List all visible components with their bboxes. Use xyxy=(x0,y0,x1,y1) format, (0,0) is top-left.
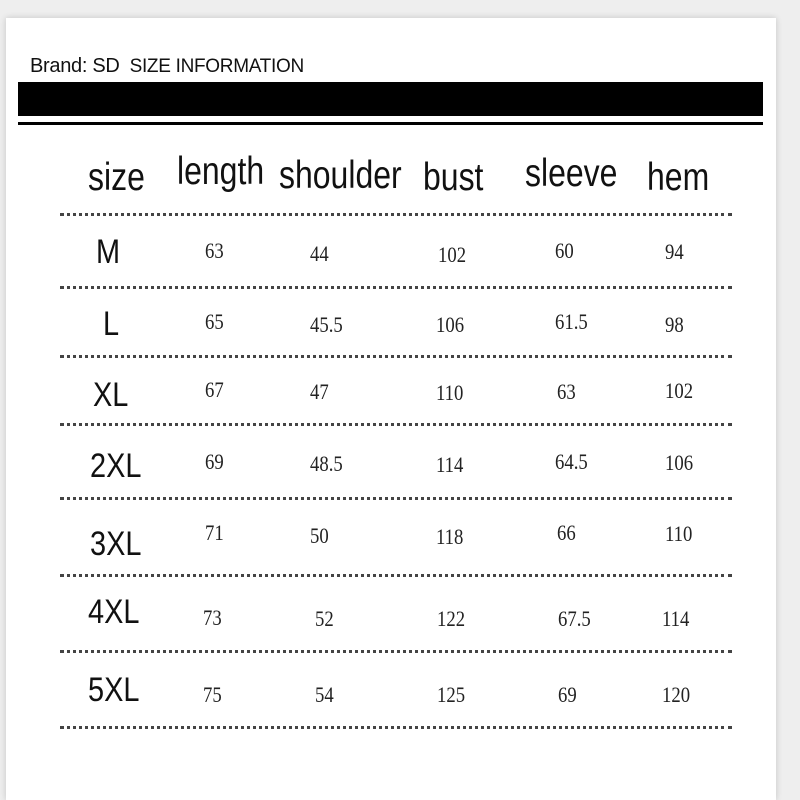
column-header-sleeve: sleeve xyxy=(525,152,618,195)
size-label: 3XL xyxy=(90,525,142,563)
row-separator xyxy=(60,574,732,577)
length-value: 69 xyxy=(205,449,224,474)
row-separator xyxy=(60,423,732,426)
hem-value: 120 xyxy=(662,682,691,707)
length-value: 75 xyxy=(203,682,222,707)
row-separator xyxy=(60,650,732,653)
size-label: XL xyxy=(93,376,129,414)
sleeve-value: 60 xyxy=(555,238,574,263)
column-header-bust: bust xyxy=(423,156,484,199)
row-separator xyxy=(60,726,732,729)
length-value: 67 xyxy=(205,377,224,402)
row-separator xyxy=(60,213,732,216)
bust-value: 106 xyxy=(436,312,465,337)
size-label: 4XL xyxy=(88,593,140,631)
shoulder-value: 52 xyxy=(315,606,334,631)
shoulder-value: 48.5 xyxy=(310,451,343,476)
column-header-hem: hem xyxy=(647,156,710,199)
bust-value: 102 xyxy=(438,242,467,267)
row-separator xyxy=(60,355,732,358)
hem-value: 94 xyxy=(665,239,684,264)
sleeve-value: 64.5 xyxy=(555,449,588,474)
hem-value: 102 xyxy=(665,378,694,403)
shoulder-value: 50 xyxy=(310,523,329,548)
size-label: 2XL xyxy=(90,447,142,485)
shoulder-value: 44 xyxy=(310,241,329,266)
sleeve-value: 66 xyxy=(557,520,576,545)
row-separator xyxy=(60,286,732,289)
bust-value: 110 xyxy=(436,380,464,405)
shoulder-value: 45.5 xyxy=(310,312,343,337)
size-label: 5XL xyxy=(88,671,140,709)
header-divider-line xyxy=(18,122,763,125)
bust-value: 118 xyxy=(436,524,464,549)
bust-value: 114 xyxy=(436,452,464,477)
row-separator xyxy=(60,497,732,500)
column-header-shoulder: shoulder xyxy=(279,154,402,197)
length-value: 71 xyxy=(205,520,224,545)
shoulder-value: 47 xyxy=(310,379,329,404)
sleeve-value: 67.5 xyxy=(558,606,591,631)
column-header-size: size xyxy=(88,156,145,199)
hem-value: 114 xyxy=(662,606,690,631)
bust-value: 125 xyxy=(437,682,466,707)
shoulder-value: 54 xyxy=(315,682,334,707)
sleeve-value: 61.5 xyxy=(555,309,588,334)
brand-line xyxy=(30,55,304,78)
length-value: 65 xyxy=(205,309,224,334)
hem-value: 106 xyxy=(665,450,694,475)
size-label: M xyxy=(96,233,121,271)
hem-value: 98 xyxy=(665,312,684,337)
sleeve-value: 63 xyxy=(557,379,576,404)
length-value: 73 xyxy=(203,605,222,630)
bust-value: 122 xyxy=(437,606,466,631)
header-black-bar xyxy=(18,82,763,116)
brand-name: Brand: SD xyxy=(30,55,120,77)
hem-value: 110 xyxy=(665,521,693,546)
size-label: L xyxy=(103,305,120,343)
length-value: 63 xyxy=(205,238,224,263)
size-information-title: SIZE INFORMATION xyxy=(129,56,304,77)
sleeve-value: 69 xyxy=(558,682,577,707)
column-header-length: length xyxy=(177,150,265,193)
